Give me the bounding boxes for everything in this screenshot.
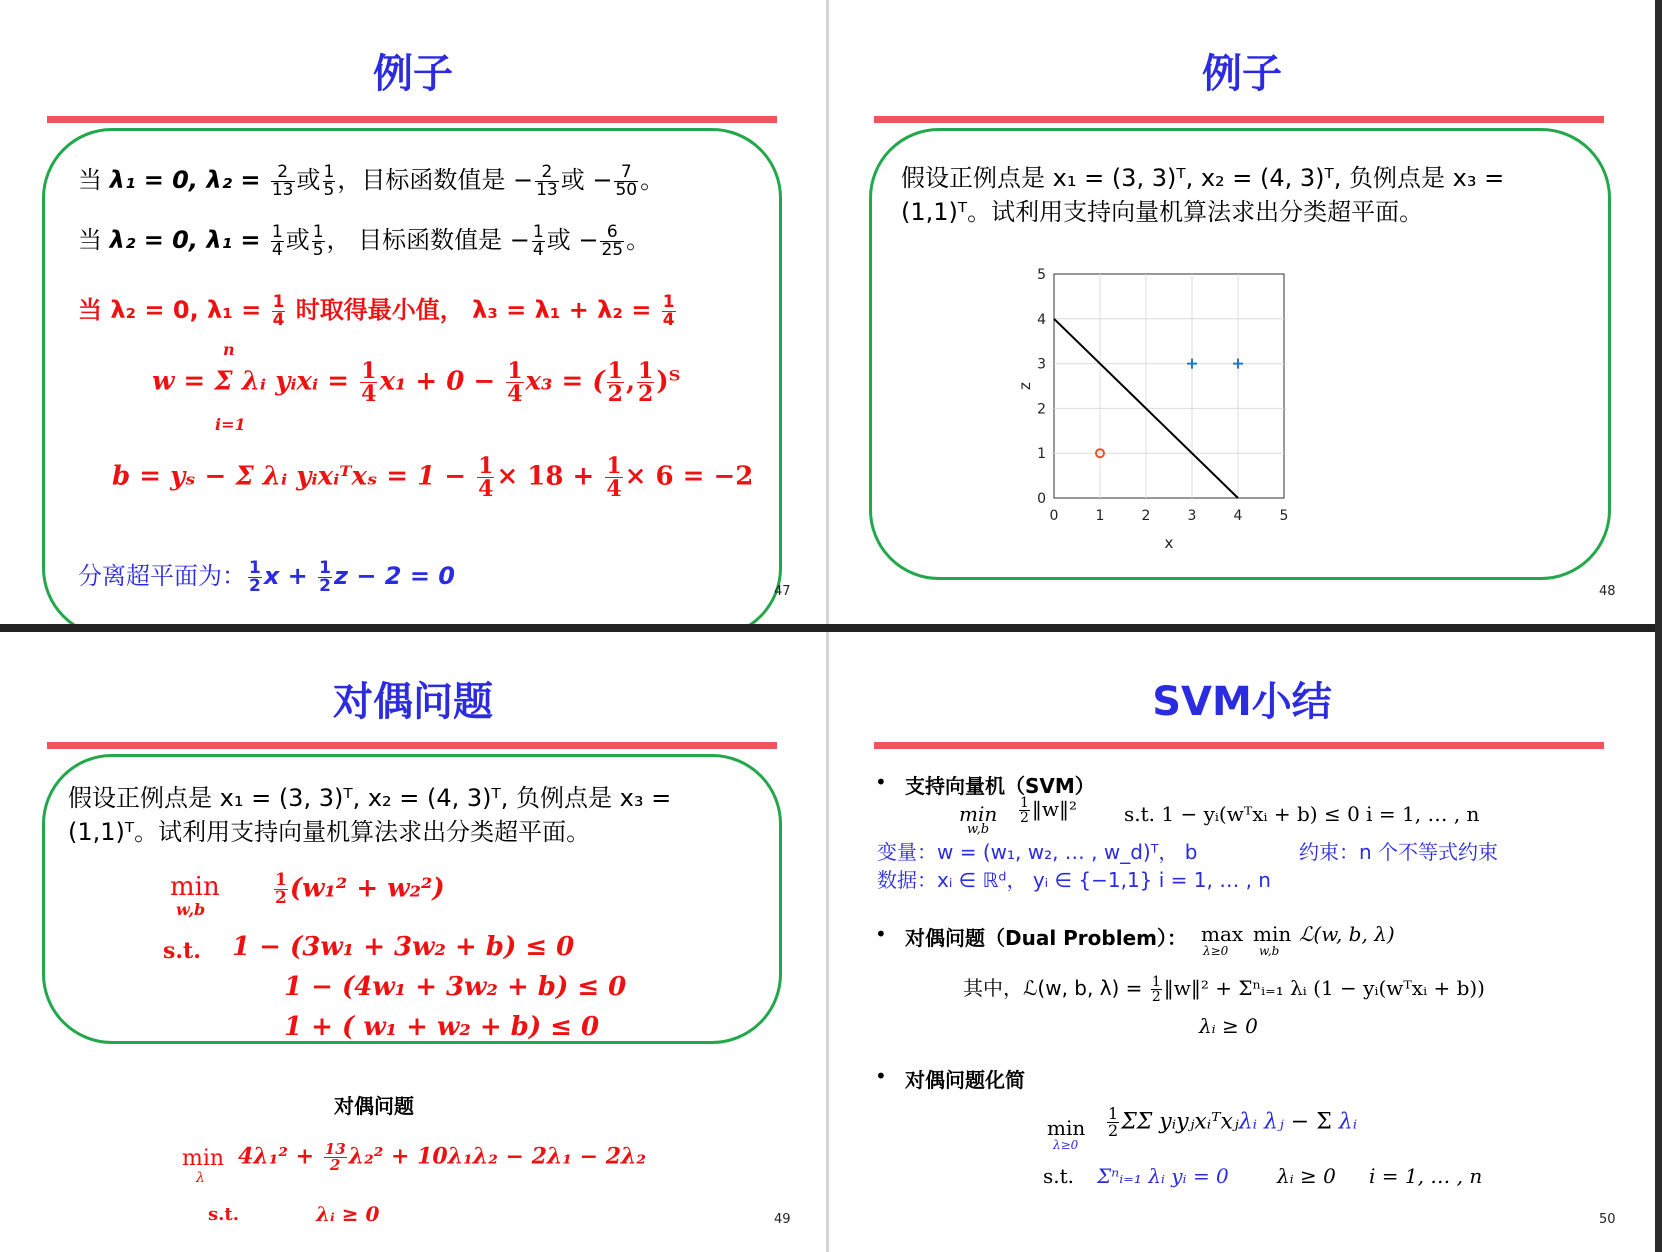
y-tick-label: 1	[1037, 446, 1046, 463]
x-tick-label: 0	[1049, 508, 1059, 524]
dual-min-sub: w,b	[1259, 944, 1280, 958]
problem-line-1: 假设正例点是 x₁ = (3, 3)ᵀ, x₂ = (4, 3)ᵀ, 负例点是 x₃ =	[68, 784, 672, 812]
bullet-simplified: 对偶问题化简	[905, 1068, 1025, 1092]
slide-49	[0, 632, 826, 1252]
x-tick-label: 2	[1141, 508, 1151, 524]
x-axis-label: x	[1164, 534, 1174, 552]
problem-line-1: 假设正例点是 x₁ = (3, 3)ᵀ, x₂ = (4, 3)ᵀ, 负例点是 x₃ =	[901, 164, 1505, 192]
page-number: 48	[1599, 584, 1616, 599]
y-tick-label: 4	[1037, 311, 1046, 328]
dual-min-sub: λ	[196, 1170, 205, 1186]
dual-min: min	[182, 1146, 225, 1171]
y-axis-label: z	[1016, 382, 1034, 390]
x-tick-label: 3	[1187, 508, 1197, 524]
svm-data: 数据：xᵢ ∈ ℝᵈ， yᵢ ∈ {−1,1} i = 1, … , n	[877, 868, 1271, 892]
slide-title: 例子	[1202, 51, 1282, 97]
dual-min: min	[1253, 922, 1292, 946]
y-tick-label: 2	[1037, 401, 1046, 418]
svm-min: min	[959, 802, 998, 826]
slide-50	[829, 632, 1655, 1252]
dual-max: max	[1201, 922, 1244, 946]
constraint-2: 1 − (4w₁ + 3w₂ + b) ≤ 0	[284, 972, 627, 1002]
title-underline	[47, 116, 777, 123]
line-w: w = Σ λᵢ yᵢxᵢ = $\frac{1}{4}$ x₁ + 0 − $\frac{1}{4}$ x₃ = ( $\frac{1}{2}$ , $\frac{1}{2}$ )ᵀ	[152, 358, 681, 407]
y-tick-label: 5	[1037, 267, 1046, 283]
line-2: 当 λ₂ = 0, λ₁ = $\frac{1}{4}$ 或 $\frac{1}{5}$ ， 目标函数值是 − $\frac{1}{4}$ 或 − $\frac{6}{25}$ 。	[78, 221, 651, 260]
horizontal-divider	[0, 624, 1662, 632]
title-underline	[874, 116, 1604, 123]
svm-min-sub: w,b	[967, 822, 990, 837]
slide-47	[0, 0, 826, 624]
slide-title: SVM小结	[1152, 679, 1332, 725]
x-tick-label: 5	[1279, 508, 1289, 524]
sum-top: n	[223, 340, 235, 359]
dual-objective: 4λ₁² + $\frac{13}{2}$ λ₂² + 10λ₁λ₂ − 2λ₁ − 2λ₂	[238, 1140, 647, 1174]
dual-lagrangian: ℒ(w, b, λ)	[1299, 922, 1395, 946]
bullet-dot: •	[875, 922, 887, 946]
dual-max-sub: λ≥0	[1203, 944, 1229, 958]
page-number: 49	[774, 1212, 791, 1227]
dual-condition: λᵢ ≥ 0	[1199, 1014, 1258, 1038]
svm-objective: $\frac{1}{2}$ ‖w‖²	[1020, 795, 1078, 826]
dual-title: 对偶问题	[334, 1094, 414, 1118]
slide-48	[829, 0, 1655, 624]
simplified-constraint-1: Σⁿᵢ₌₁ λᵢ yᵢ = 0	[1097, 1164, 1229, 1188]
constraint-1: 1 − (3w₁ + 3w₂ + b) ≤ 0	[232, 932, 575, 962]
simplified-constraint-2: λᵢ ≥ 0	[1277, 1164, 1336, 1188]
bullet-dual: 对偶问题（Dual Problem）：	[905, 926, 1187, 950]
slide-title: 例子	[373, 51, 453, 97]
sum-bottom: i=1	[215, 415, 246, 434]
line-1: 当 λ₁ = 0, λ₂ = $\frac{2}{13}$ 或 $\frac{1}{5}$ ，目标函数值是 − $\frac{2}{13}$ 或 − $\frac{7}{50}$ 。	[78, 161, 665, 200]
simplified-min-sub: λ≥0	[1053, 1138, 1079, 1152]
min-subscript: w,b	[176, 900, 206, 919]
simplified-constraint-3: i = 1, … , n	[1369, 1164, 1483, 1188]
x-tick-label: 4	[1233, 508, 1243, 524]
simplified-min: min	[1047, 1116, 1086, 1140]
svm-variables: 变量：w = (w₁, w₂, … , w_d)ᵀ， b	[877, 840, 1198, 864]
line-b: b = yₛ − Σ λᵢ yᵢxᵢᵀxₛ = 1 − $\frac{1}{4}$ × 18 + $\frac{1}{4}$ × 6 = −2	[112, 453, 754, 502]
problem-line-2: (1,1)ᵀ。试利用支持向量机算法求出分类超平面。	[901, 198, 1424, 226]
dual-st: s.t.	[208, 1204, 239, 1225]
slide-title: 对偶问题	[333, 679, 493, 725]
bullet-svm: 支持向量机（SVM）	[905, 774, 1095, 798]
title-underline	[47, 742, 777, 749]
line-3: 当 λ₂ = 0, λ₁ = $\frac{1}{4}$ 时取得最小值， λ₃ = λ₁ + λ₂ = $\frac{1}{4}$	[78, 291, 675, 330]
dual-constraint: λᵢ ≥ 0	[316, 1202, 380, 1226]
simplified-objective: $\frac{1}{2}$ ΣΣ yᵢyⱼxᵢᵀxⱼλᵢ λⱼ − Σ λᵢ	[1108, 1104, 1358, 1140]
title-underline	[874, 742, 1604, 749]
right-edge-bar	[1655, 0, 1662, 1252]
page-number: 50	[1599, 1212, 1616, 1227]
svm-constraint: s.t. 1 − yᵢ(wᵀxᵢ + b) ≤ 0 i = 1, … , n	[1124, 802, 1480, 826]
line-hyperplane: 分离超平面为： $\frac{1}{2}$ x + $\frac{1}{2}$ z − 2 = 0	[78, 557, 456, 596]
scatter-plot	[1016, 258, 1289, 578]
plot-area	[1054, 274, 1284, 498]
objective: $\frac{1}{2}$ (w₁² + w₂²)	[275, 870, 445, 908]
bullet-dot: •	[875, 1064, 887, 1088]
constraint-3: 1 + ( w₁ + w₂ + b) ≤ 0	[284, 1012, 600, 1042]
x-tick-label: 1	[1095, 508, 1105, 524]
st-label: s.t.	[163, 938, 201, 964]
problem-line-2: (1,1)ᵀ。试利用支持向量机算法求出分类超平面。	[68, 818, 591, 846]
plot-svg	[1016, 258, 1289, 578]
svm-constraints-note: 约束：n 个不等式约束	[1299, 840, 1499, 864]
y-tick-label: 3	[1037, 356, 1046, 373]
page-number: 47	[774, 584, 791, 599]
simplified-st: s.t.	[1043, 1164, 1075, 1188]
bullet-dot: •	[875, 770, 887, 794]
dual-where: 其中，ℒ(w, b, λ) = $\frac{1}{2}$ ‖w‖² + Σⁿᵢ₌₁ λᵢ (1 − yᵢ(wᵀxᵢ + b))	[963, 974, 1485, 1005]
min-label: min	[170, 872, 220, 902]
y-tick-label: 0	[1037, 491, 1046, 507]
